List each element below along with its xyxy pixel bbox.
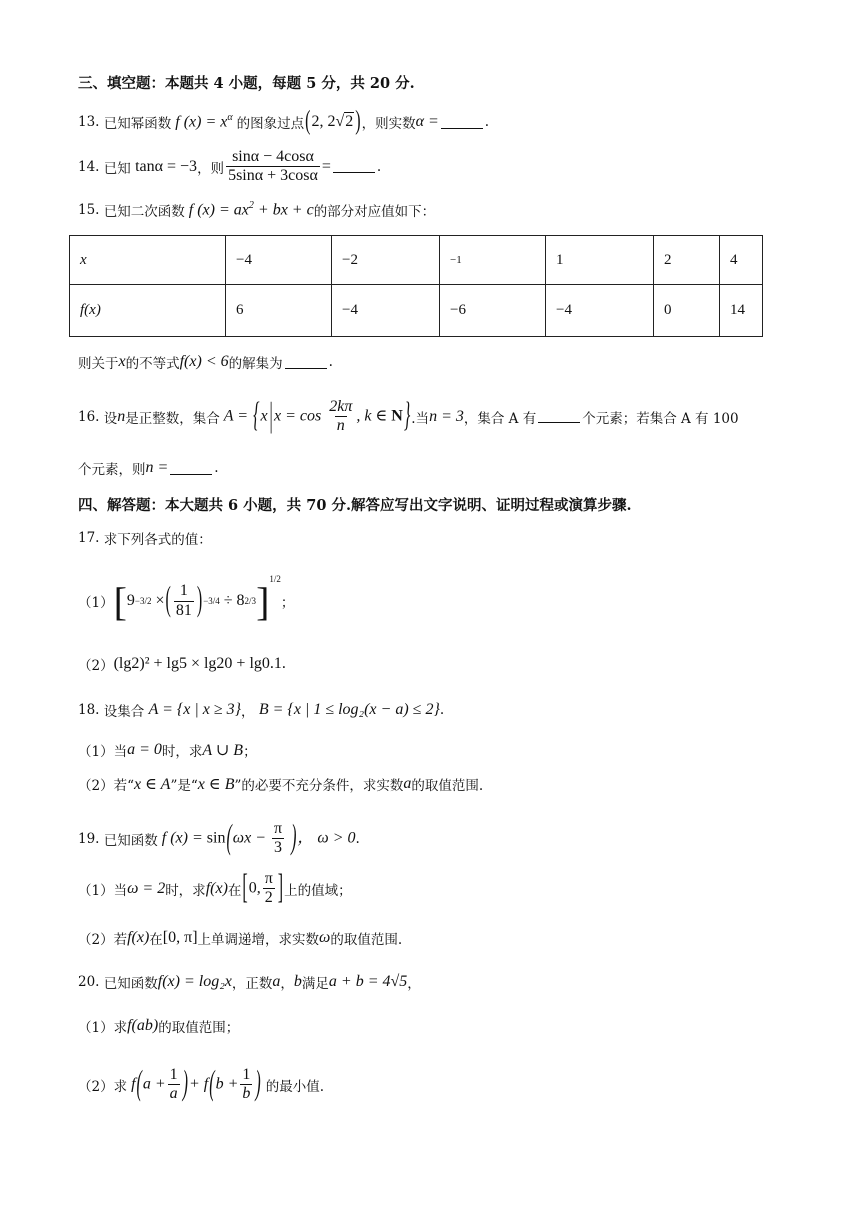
q19-p2-f: f(x): [127, 929, 150, 946]
q15-expr: f $(x) = ax^2$ + bx + c: [184, 200, 314, 219]
q14-tan: tanα = −3: [135, 157, 198, 175]
q18-p1-expr: A ∪ B: [202, 742, 244, 759]
q18-setB: B = {x | 1 ≤ log₂(x − a) ≤ 2}: [258, 701, 440, 718]
q19-p2-end: 的取值范围.: [330, 932, 403, 948]
q13-text-c: ，则实数: [361, 116, 416, 132]
q13-text-a: 已知幂函数: [103, 116, 172, 132]
q16-text-a: 设: [103, 410, 118, 427]
q20-a: a: [272, 973, 281, 990]
question-15: [78, 200, 435, 220]
q19-p2-interval: [0, π]: [162, 929, 198, 946]
q20-text-c: 满足: [301, 976, 329, 992]
section3-heading: 三、填空题：本题共 4 小题，每题 5 分，共 20 分.: [78, 75, 415, 92]
q15-number: 15.: [78, 202, 100, 218]
q20-p2-end: 的最小值.: [265, 1078, 324, 1095]
table-cell: −6: [440, 285, 546, 337]
q18-p2-x2: x ∈ B: [197, 776, 235, 793]
q19-p1-interval: [0, $\frac{\pi}{2}$ ]: [242, 868, 284, 907]
table-cell: 2: [654, 236, 720, 285]
question-20: [78, 972, 421, 992]
q18-part2: [78, 774, 483, 794]
q17-number: 17.: [78, 530, 100, 546]
q18-p2-x1: x ∈ A: [134, 776, 171, 793]
q16-text-e: 个元素；若集合 A 有 100: [582, 410, 739, 427]
q17-p2-expr: (lg2)² + lg5 × lg20 + lg0.1.: [113, 655, 286, 672]
q17-p2-label: （2）: [78, 658, 114, 674]
q17-part2: [78, 654, 286, 674]
q17-text: 求下列各式的值：: [103, 532, 212, 548]
question-16: [78, 398, 739, 436]
question-19: [78, 820, 360, 858]
q18-p2-mid: ”是“: [170, 778, 198, 794]
q15-after-a: 则关于: [78, 356, 119, 372]
q20-p1-expr: f(ab): [127, 1017, 159, 1034]
q13-answer-blank[interactable]: [441, 116, 483, 129]
q18-part1: [78, 740, 257, 760]
table-row-x: [70, 236, 763, 285]
q19-part1: [78, 870, 352, 908]
q15-after-x: x: [118, 353, 126, 370]
q16-set: A = {x|x = cos $\frac{2k\pi}{n}$ , k ∈ N}: [219, 396, 411, 435]
q16-text-c: .当: [411, 410, 430, 427]
values-table: [69, 235, 763, 337]
q17-part1: [78, 570, 294, 632]
q20-p1-end: 的取值范围；: [158, 1020, 240, 1036]
table-cell: 0: [654, 285, 720, 337]
q19-p2-w: ω: [319, 929, 331, 946]
q19-part2: [78, 928, 402, 948]
table-cell: −4: [546, 285, 654, 337]
q18-p1-b: 时，求: [161, 744, 203, 760]
q19-frac-num: π: [273, 820, 283, 837]
q18-p1-end: ；: [243, 744, 257, 760]
q14-end: .: [376, 158, 382, 175]
question-17: [78, 528, 212, 548]
q13-alpha-eq: α =: [415, 113, 439, 130]
q19-p2-b: 在: [149, 932, 163, 948]
q13-number: 13.: [78, 114, 100, 130]
q14-text-a: 已知: [103, 160, 131, 177]
q18-comma: ，: [241, 704, 255, 720]
q18-end: .: [439, 702, 445, 718]
q20-cond: a + b = 4√5: [328, 973, 408, 990]
section4-heading: 四、解答题：本大题共 6 小题，共 70 分.解答应写出文字说明、证明过程或演算步骤.: [78, 497, 632, 514]
q18-p2-end: 的取值范围.: [411, 778, 484, 794]
q18-number: 18.: [78, 702, 100, 718]
q17-p1-expr: [ 9 −3/2 × ( $\frac{1}{81}$ ) −3/4 ÷ 8 2/3 ] 1/2: [113, 574, 281, 624]
q15-after-b: 的不等式: [125, 356, 180, 372]
q17-p1-end: ；: [280, 595, 295, 611]
question-13: [78, 106, 490, 136]
q18-p2-label: （2）若“: [78, 778, 134, 794]
q18-p2-tail: ”的必要不充分条件，求实数: [234, 778, 404, 794]
q16-end: .: [214, 460, 219, 476]
q14-eq: =: [321, 157, 331, 175]
q18-p2-a: a: [403, 775, 412, 792]
table-cell: 1: [546, 236, 654, 285]
q16-n-eq: n =: [145, 459, 169, 476]
q14-fraction: [226, 148, 320, 186]
q15-ineq: f(x) < 6: [179, 353, 229, 370]
q14-frac-num: sinα − 4cosα: [232, 148, 314, 165]
q20-b: b: [293, 973, 302, 990]
q17-p1-label: （1）: [78, 595, 114, 611]
q16-n: n: [117, 407, 126, 425]
q16-line-2: [78, 458, 219, 478]
q20-text-a: 已知函数: [103, 976, 158, 992]
q15-end: .: [328, 354, 333, 370]
table-cell: 14: [720, 285, 763, 337]
q19-number: 19.: [78, 830, 100, 847]
q13-end: .: [484, 114, 490, 130]
q20-end: ，: [407, 976, 421, 992]
question-14: [78, 148, 381, 186]
table-cell: −1: [440, 236, 546, 285]
q14-frac-den: 5sinα + 3cosα: [228, 167, 318, 185]
q15-question-line: [78, 352, 333, 372]
table-cell: 6: [226, 285, 332, 337]
q20-part2: [78, 1066, 324, 1104]
table-cell: −4: [226, 236, 332, 285]
q19-p2-c: 上单调递增，求实数: [197, 932, 320, 948]
q16-text-b: 是正整数，集合: [125, 410, 220, 427]
q13-point: (2, 2√2 ): [305, 106, 361, 136]
table-header-fx: f(x): [70, 285, 226, 337]
question-18: [78, 700, 444, 720]
q20-expr: f(x) = log₂x: [157, 973, 232, 990]
q18-text-a: 设集合: [103, 704, 145, 720]
q20-p2-label: （2）求: [78, 1078, 128, 1095]
q14-text-b: ，则: [197, 160, 225, 177]
q15-answer-blank[interactable]: [285, 356, 327, 369]
q16-answer-blank-1[interactable]: [538, 410, 580, 423]
q18-setA: A = {x | x ≥ 3}: [148, 701, 242, 718]
q19-expr: f (x) = sin(ωx − $\frac{\pi}{3}$ )， ω > 0: [157, 818, 356, 857]
q20-number: 20.: [78, 974, 100, 990]
q16-frac-den: n: [336, 417, 345, 435]
q16-line2: 个元素，则: [78, 462, 146, 478]
q19-p1-c: 在: [227, 882, 242, 899]
q19-p1-label: （1）当: [78, 882, 128, 899]
q15-text-a: 已知二次函数: [103, 204, 185, 220]
q18-p1-label: （1）当: [78, 744, 128, 760]
table-cell: 4: [720, 236, 763, 285]
q16-text-d: ，集合 A 有: [463, 410, 537, 427]
table-cell: −4: [332, 285, 440, 337]
q20-comma: ，: [280, 976, 294, 992]
q14-number: 14.: [78, 158, 100, 175]
q16-frac-num: 2kπ: [329, 398, 353, 415]
q15-text-b: 的部分对应值如下：: [313, 204, 436, 220]
table-cell: −2: [332, 236, 440, 285]
q16-number: 16.: [78, 408, 100, 425]
q19-end: .: [355, 830, 360, 847]
q13-func: f $(x) = x^\alpha$: [171, 112, 233, 131]
table-row-fx: [70, 285, 763, 337]
q16-answer-blank-2[interactable]: [170, 462, 212, 475]
q18-p1-cond: a = 0: [127, 741, 162, 758]
q20-text-b: ，正数: [231, 976, 273, 992]
q19-p2-label: （2）若: [78, 932, 128, 948]
q13-text-b: 的图象过点: [236, 116, 305, 132]
q19-p1-cond: ω = 2: [127, 879, 166, 897]
q19-p1-b: 时，求: [165, 882, 206, 899]
q16-n3: n = 3: [429, 407, 464, 425]
q14-answer-blank[interactable]: [333, 160, 375, 173]
q20-p2-expr: f(a + $\frac{1}{a}$ )+ f(b + $\frac{1}{b}$ ): [127, 1064, 261, 1103]
q20-part1: [78, 1016, 239, 1036]
q19-text-a: 已知函数: [103, 832, 158, 849]
q19-p1-f: f(x): [205, 879, 228, 897]
q15-after-c: 的解集为: [228, 356, 283, 372]
table-header-x: x: [70, 236, 226, 285]
q19-p1-end: 上的值域；: [284, 882, 352, 899]
q19-frac-den: 3: [274, 839, 283, 857]
q20-p1-label: （1）求: [78, 1020, 128, 1036]
